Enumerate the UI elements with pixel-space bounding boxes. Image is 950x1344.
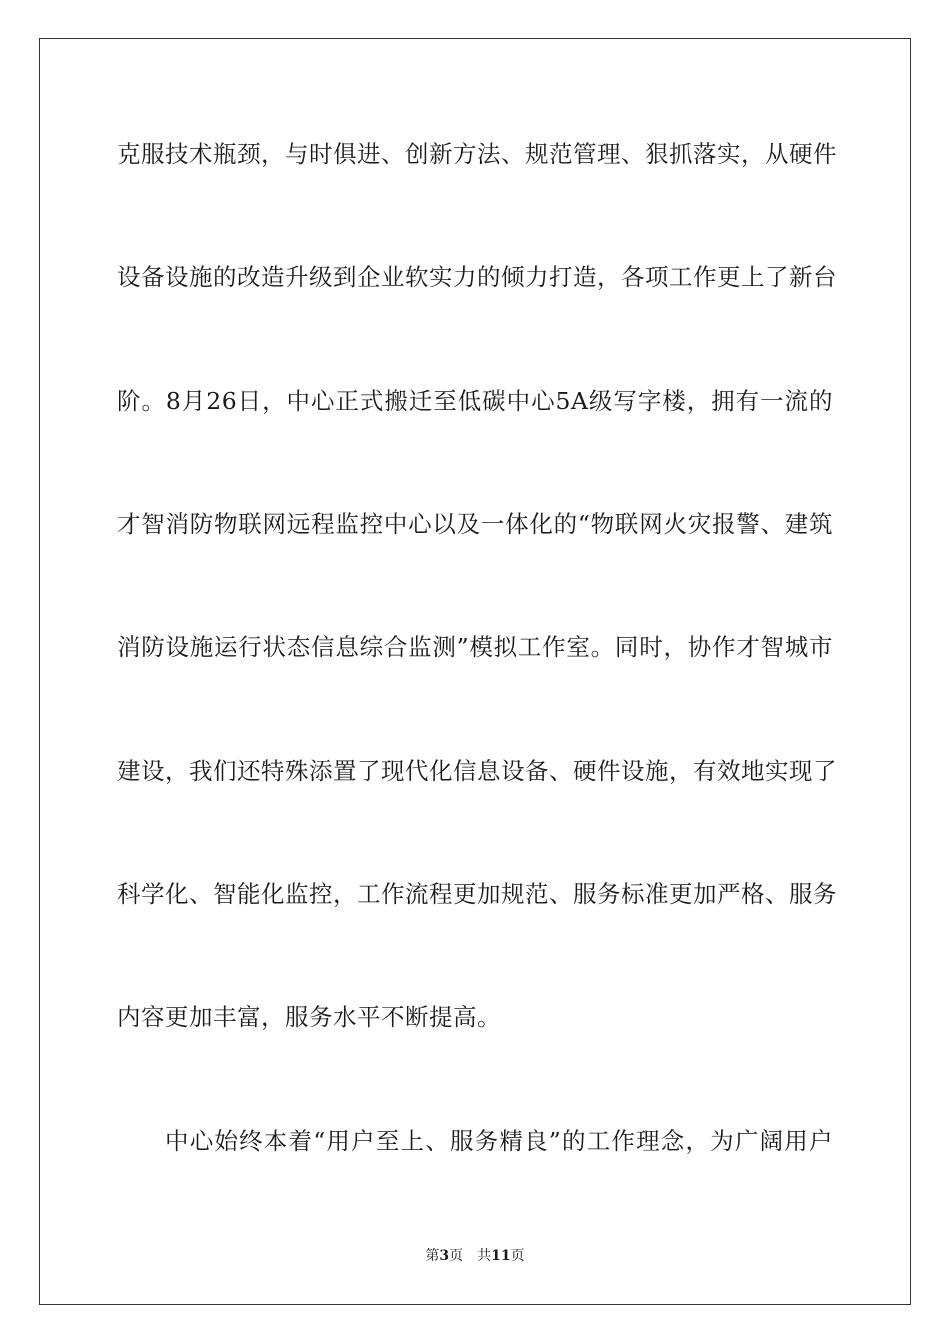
body-line-3: 阶。8月26日，中心正式搬迁至低碳中心5A级写字楼，拥有一流的 [117, 387, 833, 415]
footer-page-prefix: 第 [425, 1248, 440, 1264]
footer-page-number: 3 [439, 1248, 450, 1264]
body-line-7: 科学化、智能化监控，工作流程更加规范、服务标准更加严格、服务 [117, 880, 837, 908]
footer-total-pages: 11 [491, 1248, 511, 1264]
page-border [39, 38, 911, 1305]
page-footer [0, 1247, 950, 1265]
body-line-9: 中心始终本着“用户至上、服务精良”的工作理念，为广阔用户 [165, 1127, 833, 1155]
body-line-4: 才智消防物联网远程监控中心以及一体化的“物联网火灾报警、建筑 [117, 510, 833, 538]
body-line-1: 克服技术瓶颈，与时俱进、创新方法、规范管理、狠抓落实，从硬件 [117, 140, 837, 168]
footer-page-suffix: 页 [449, 1248, 464, 1264]
body-line-2: 设备设施的改造升级到企业软实力的倾力打造，各项工作更上了新台 [117, 263, 837, 291]
footer-total-prefix: 共 [477, 1248, 492, 1264]
body-line-8: 内容更加丰富，服务水平不断提高。 [117, 1003, 501, 1031]
body-line-6: 建设，我们还特殊添置了现代化信息设备、硬件设施，有效地实现了 [117, 757, 837, 785]
body-line-5: 消防设施运行状态信息综合监测”模拟工作室。同时，协作才智城市 [117, 633, 833, 661]
footer-total-suffix: 页 [510, 1248, 525, 1264]
